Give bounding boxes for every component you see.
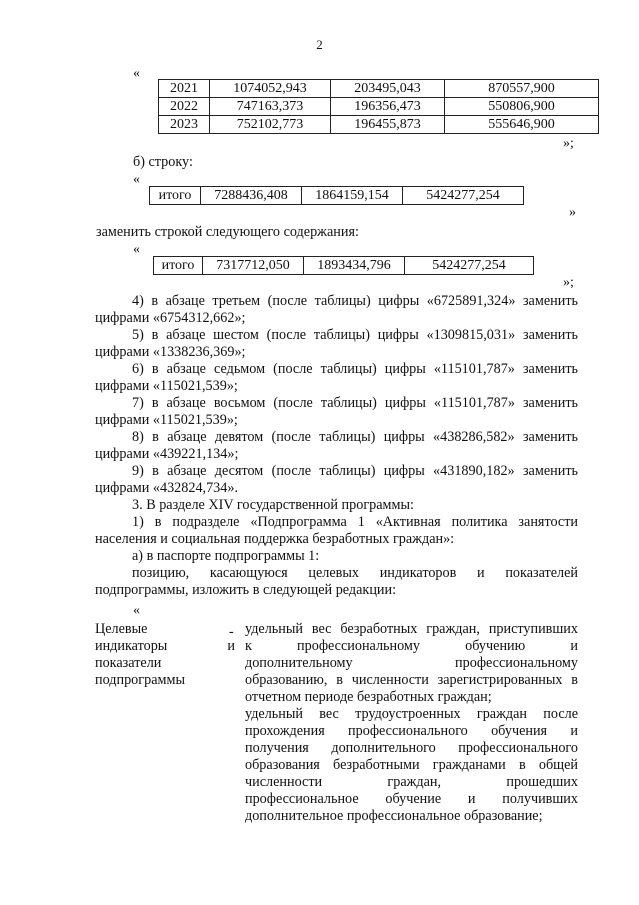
passport-dash: - (229, 624, 234, 640)
body-line: удельный вес безработных граждан, приступивших (245, 621, 578, 637)
body-line: профессиональное обучение и получивших (245, 791, 578, 807)
label-line-2 (95, 638, 235, 655)
paragraph-line: цифрами «6754312,662»; (95, 310, 246, 326)
table-row (159, 98, 599, 116)
paragraph-line: 7) в абзаце восьмом (после таблицы) цифры «115101,787» заменить (132, 395, 578, 411)
table-cell: 7317712,050 (203, 257, 304, 275)
section-heading: 3. В разделе XIV государственной программы: (132, 497, 414, 513)
quote-close-2: » (569, 205, 576, 220)
body-line: дополнительное профессиональное образование; (245, 808, 543, 824)
table-cell: 550806,900 (445, 98, 599, 116)
body-line: к профессиональному обучению и (245, 638, 578, 654)
quote-open-4: « (133, 603, 140, 618)
paragraph-line: 6) в абзаце седьмом (после таблицы) цифры «115101,787» заменить (132, 361, 578, 377)
label-line: Целевые (95, 621, 148, 637)
table-cell: 752102,773 (210, 116, 331, 134)
quote-close-3: »; (563, 275, 574, 290)
table-cell: 1864159,154 (302, 187, 403, 205)
paragraph-line: населения и социальная поддержка безработных граждан»: (95, 531, 455, 547)
table-total-new (153, 256, 534, 275)
table-row (159, 116, 599, 134)
paragraph-line: позицию, касающуюся целевых индикаторов и показателей (132, 565, 578, 581)
body-line: прохождения профессионального обучения и (245, 723, 578, 739)
paragraph-line: цифрами «432824,734». (95, 480, 239, 496)
body-line: образования безработными гражданами в общей (245, 757, 578, 773)
quote-open-2: « (133, 172, 140, 187)
paragraph-line: цифрами «439221,134»; (95, 446, 239, 462)
label-line: показатели (95, 655, 162, 671)
table-cell: 555646,900 (445, 116, 599, 134)
table-cell: 2023 (159, 116, 210, 134)
table-cell: 203495,043 (331, 80, 445, 98)
paragraph-line: цифрами «1338236,369»; (95, 344, 246, 360)
quote-open-3: « (133, 242, 140, 257)
replace-line: заменить строкой следующего содержания: (96, 224, 359, 240)
table-cell: итого (154, 257, 203, 275)
table-cell: 1074052,943 (210, 80, 331, 98)
body-line: образованию, в численности зарегистрированных в (245, 672, 578, 688)
body-line: удельный вес трудоустроенных граждан после (245, 706, 578, 722)
paragraph-line: 4) в абзаце третьем (после таблицы) цифры «6725891,324» заменить (132, 293, 578, 309)
table-cell: 1893434,796 (304, 257, 405, 275)
table-total-old (149, 186, 524, 205)
table-cell: 196356,473 (331, 98, 445, 116)
paragraph-line: 1) в подразделе «Подпрограмма 1 «Активная политика занятости (132, 514, 578, 530)
passport-body (245, 621, 578, 825)
quote-close-1: »; (563, 136, 574, 151)
table-cell: 5424277,254 (405, 257, 534, 275)
table-years (158, 79, 599, 134)
amendment-paragraphs (95, 293, 578, 599)
table-cell: 2022 (159, 98, 210, 116)
body-line: получения дополнительного профессионального (245, 740, 578, 756)
table-cell: 196455,873 (331, 116, 445, 134)
table-cell: 7288436,408 (201, 187, 302, 205)
body-line: численности граждан, прошедших (245, 774, 578, 790)
table-row (150, 187, 524, 205)
table-cell: 5424277,254 (403, 187, 524, 205)
paragraph-line: 8) в абзаце девятом (после таблицы) цифры «438286,582» заменить (132, 429, 578, 445)
paragraph-line: 9) в абзаце десятом (после таблицы) цифры «431890,182» заменить (132, 463, 578, 479)
paragraph-line: подпрограммы, изложить в следующей редакции: (95, 582, 397, 598)
page-number: 2 (316, 37, 323, 52)
label-line: подпрограммы (95, 672, 185, 688)
table-row (159, 80, 599, 98)
table-cell: 747163,373 (210, 98, 331, 116)
paragraph-line: а) в паспорте подпрограммы 1: (132, 548, 320, 564)
line-b: б) строку: (133, 154, 193, 170)
table-cell: 870557,900 (445, 80, 599, 98)
paragraph-line: цифрами «115021,539»; (95, 412, 238, 428)
paragraph-line: цифрами «115021,539»; (95, 378, 238, 394)
label-word: индикаторы (95, 638, 168, 654)
passport-label (95, 621, 235, 689)
body-line: отчетном периоде безработных граждан; (245, 689, 492, 705)
table-cell: 2021 (159, 80, 210, 98)
quote-open-1: « (133, 66, 140, 81)
table-row (154, 257, 534, 275)
paragraph-line: 5) в абзаце шестом (после таблицы) цифры «1309815,031» заменить (132, 327, 578, 343)
body-line: дополнительному профессиональному (245, 655, 578, 671)
table-cell: итого (150, 187, 201, 205)
label-word: и (227, 638, 235, 654)
